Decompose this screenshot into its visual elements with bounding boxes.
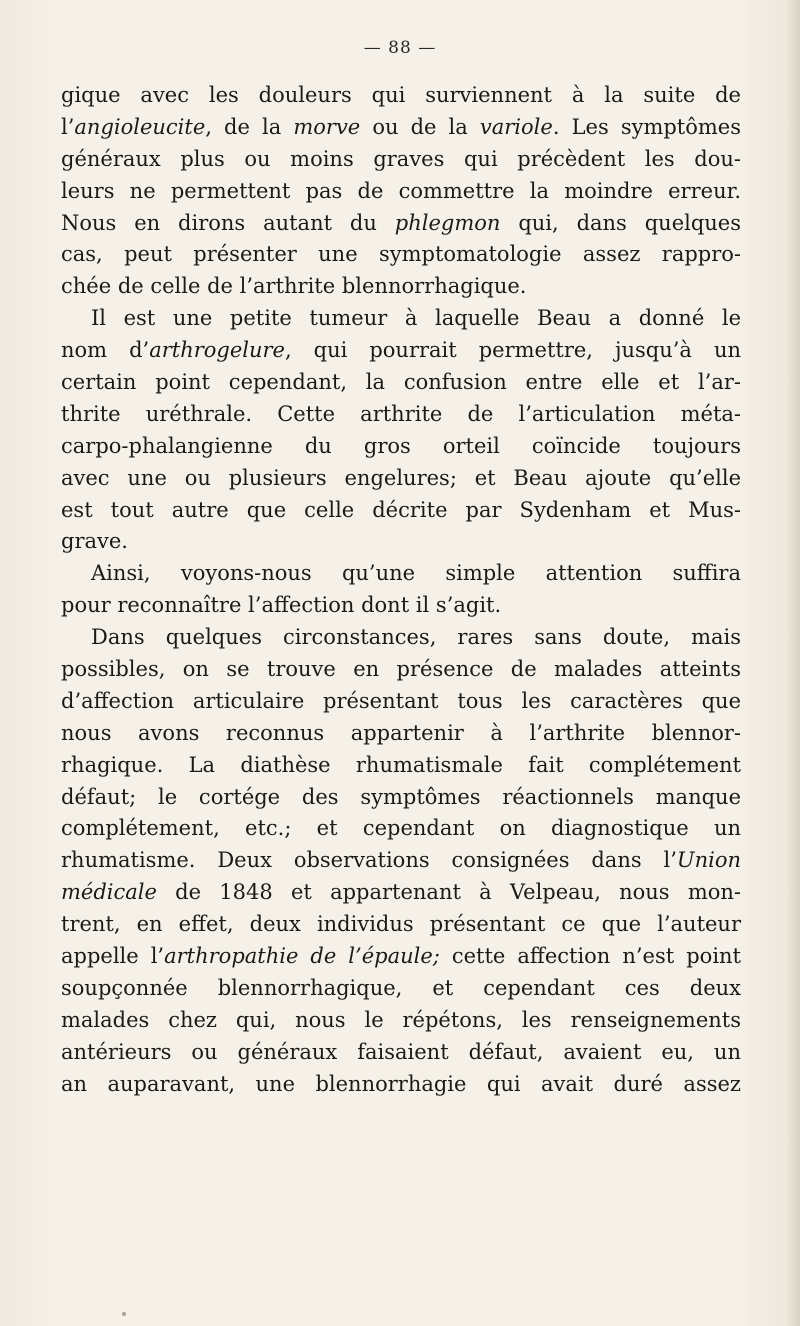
- text-segment: nom d’: [61, 338, 150, 363]
- text-line: [61, 973, 741, 1005]
- text-segment: an auparavant, une blennorrhagie qui avait duré assez: [61, 1071, 741, 1096]
- text-line: [61, 1037, 741, 1069]
- text-segment: de 1848 et appartenant à Velpeau, nous mon-: [156, 880, 741, 905]
- text-segment: rhagique. La diathèse rhumatismale fait complétement: [61, 752, 741, 777]
- text-line: [61, 112, 741, 144]
- italic-text: angioleucite: [74, 114, 206, 139]
- text-line: [61, 686, 741, 718]
- text-segment: , qui pourrait permettre, jusqu’à un: [285, 338, 741, 363]
- text-line: [61, 303, 741, 335]
- text-segment: gique avec les douleurs qui surviennent à la suite de: [61, 83, 741, 107]
- text-segment: est tout autre que celle décrite par Sydenham et Mus-: [61, 497, 741, 522]
- text-line: [61, 271, 741, 303]
- paper-speck: [122, 1312, 126, 1316]
- text-line: [61, 1005, 741, 1037]
- italic-text: phlegmon: [394, 210, 501, 235]
- text-segment: d’affection articulaire présentant tous les caractères que: [61, 688, 741, 713]
- text-line: [61, 941, 741, 973]
- text-segment: appelle l’: [61, 944, 165, 969]
- text-line: [61, 750, 741, 782]
- text-segment: certain point cependant, la confusion entre elle et l’ar-: [61, 370, 741, 395]
- text-segment: nous avons reconnus appartenir à l’arthrite blennor-: [61, 720, 741, 745]
- text-segment: grave.: [61, 529, 128, 554]
- text-line: [61, 813, 741, 845]
- text-segment: généraux plus ou moins graves qui précèdent les dou-: [61, 146, 741, 171]
- text-line: [61, 431, 741, 463]
- text-line: [61, 654, 741, 686]
- text-segment: trent, en effet, deux individus présentant ce que l’auteur: [61, 912, 741, 937]
- text-line: [61, 558, 741, 590]
- italic-text: variole: [479, 114, 553, 139]
- text-segment: leurs ne permettent pas de commettre la moindre erreur.: [61, 178, 741, 203]
- page-number: — 88 —: [363, 38, 437, 58]
- text-segment: qui, dans quelques: [500, 210, 742, 235]
- text-segment: carpo-phalangienne du gros orteil coïncide toujours: [61, 433, 741, 458]
- text-segment: Ainsi, voyons-nous qu’une simple attention suffira: [91, 561, 741, 586]
- text-segment: chée de celle de l’arthrite blennorrhagique.: [61, 274, 527, 299]
- text-segment: cette affection n’est point: [439, 944, 741, 969]
- text-segment: l’: [61, 114, 75, 139]
- text-line: [61, 399, 741, 431]
- text-segment: pour reconnaître l’affection dont il s’agit.: [61, 593, 502, 618]
- italic-text: Union: [676, 848, 741, 873]
- text-segment: Il est une petite tumeur à laquelle Beau a donné le: [91, 306, 741, 331]
- text-segment: , de la: [205, 114, 294, 139]
- text-segment: ou de la: [360, 114, 480, 139]
- text-line: [61, 208, 741, 240]
- text-segment: antérieurs ou généraux faisaient défaut, avaient eu, un: [61, 1039, 741, 1064]
- text-segment: Nous en dirons autant du: [61, 210, 395, 235]
- text-segment: . Les symptômes: [552, 114, 742, 139]
- text-segment: cas, peut présenter une symptomatologie assez rappro-: [61, 242, 741, 267]
- text-line: [61, 909, 741, 941]
- italic-text: médicale: [61, 880, 157, 905]
- text-line: [61, 1069, 741, 1101]
- text-line: [61, 335, 741, 367]
- text-line: [61, 80, 741, 112]
- text-segment: complétement, etc.; et cependant on diagnostique un: [61, 816, 741, 841]
- text-line: [61, 495, 741, 527]
- text-line: [61, 622, 741, 654]
- text-line: [61, 782, 741, 814]
- text-line: [61, 239, 741, 271]
- text-line: [61, 176, 741, 208]
- page-edge-shadow: [786, 0, 800, 1326]
- text-line: [61, 526, 741, 558]
- text-line: [61, 718, 741, 750]
- italic-text: morve: [293, 114, 361, 139]
- text-segment: possibles, on se trouve en présence de malades atteints: [61, 657, 741, 682]
- italic-text: arthrogelure: [149, 338, 285, 363]
- text-line: [61, 590, 741, 622]
- text-segment: soupçonnée blennorrhagique, et cependant ces deux: [61, 975, 741, 1000]
- body-text: [61, 80, 741, 1101]
- text-segment: avec une ou plusieurs engelures; et Beau ajoute qu’elle: [61, 465, 741, 490]
- text-segment: Dans quelques circonstances, rares sans doute, mais: [91, 625, 741, 650]
- text-segment: malades chez qui, nous le répétons, les renseignements: [61, 1007, 741, 1032]
- text-segment: thrite uréthrale. Cette arthrite de l’articulation méta-: [61, 401, 741, 426]
- text-line: [61, 463, 741, 495]
- text-line: [61, 367, 741, 399]
- italic-text: arthropathie de l’épaule;: [164, 944, 440, 969]
- text-line: [61, 877, 741, 909]
- text-segment: défaut; le cortége des symptômes réactionnels manque: [61, 784, 741, 809]
- text-line: [61, 845, 741, 877]
- text-line: [61, 144, 741, 176]
- text-segment: rhumatisme. Deux observations consignées dans l’: [61, 848, 677, 873]
